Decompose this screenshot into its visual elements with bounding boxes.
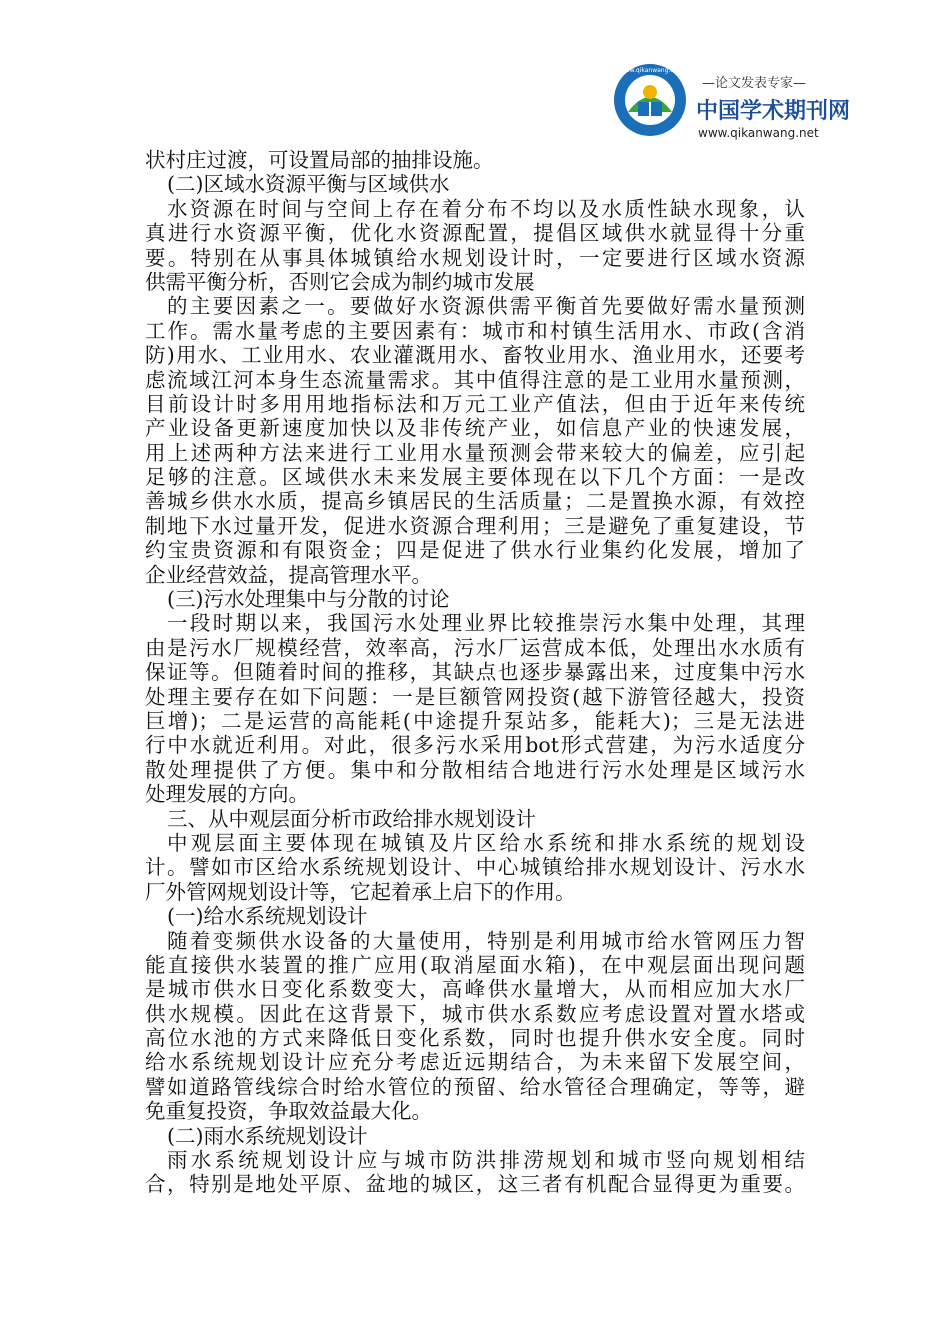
- text-line: 企业经营效益，提高管理水平。: [145, 562, 432, 587]
- text-line: 合，特别是地处平原、盆地的城区，这三者有机配合显得更为重要。: [145, 1172, 805, 1197]
- text-line: 能直接供水装置的推广应用(取消屋面水箱)，在中观层面出现问题: [145, 952, 805, 977]
- text-line: 行中水就近利用。对此，很多污水采用bot形式营建，为污水适度分: [145, 733, 805, 758]
- text-line: 要。特别在从事具体城镇给水规划设计时，一定要进行区域水资源: [145, 245, 805, 270]
- text-line: 雨水系统规划设计应与城市防洪排涝规划和城市竖向规划相结: [167, 1148, 805, 1173]
- text-line: 状村庄过渡，可设置局部的抽排设施。: [145, 148, 494, 172]
- text-line: 真进行水资源平衡，优化水资源配置，提倡区域供水就显得十分重: [145, 221, 805, 246]
- logo-emblem-icon: [612, 62, 688, 138]
- text-line: 巨增)；二是运营的高能耗(中途提升泵站多，能耗大)；三是无法进: [145, 708, 805, 733]
- logo-ring-text: www.qikanwang.net: [619, 67, 681, 74]
- text-line: 散处理提供了方便。集中和分散相结合地进行污水处理是区域污水: [145, 757, 805, 782]
- text-line: 约宝贵资源和有限资金；四是促进了供水行业集约化发展，增加了: [145, 538, 805, 563]
- text-line: 处理发展的方向。: [145, 782, 309, 807]
- section-heading: 三、从中观层面分析市政给排水规划设计: [167, 806, 536, 831]
- text-line: 高位水池的方式来降低日变化系数，同时也提升供水安全度。同时: [145, 1026, 805, 1051]
- text-line: 工作。需水量考虑的主要因素有：城市和村镇生活用水、市政(含消: [145, 318, 805, 343]
- text-line: 制地下水过量开发，促进水资源合理利用；三是避免了重复建设，节: [145, 513, 805, 538]
- text-line: 由是污水厂规模经营，效率高，污水厂运营成本低，处理出水水质有: [145, 635, 805, 660]
- section-heading: (一)给水系统规划设计: [167, 904, 368, 929]
- article-body: [145, 148, 805, 1197]
- text-line: 譬如道路管线综合时给水管位的预留、给水管径合理确定，等等，避: [145, 1074, 805, 1099]
- text-line: 供水规模。因此在这背景下，城市供水系数应考虑设置对置水塔或: [145, 1001, 805, 1026]
- section-heading: (二)区域水资源平衡与区域供水: [167, 172, 450, 197]
- text-line: 一段时期以来，我国污水处理业界比较推崇污水集中处理，其理: [167, 611, 805, 636]
- text-line: 产业设备更新速度加快以及非传统产业，如信息产业的快速发展，: [145, 416, 805, 441]
- text-line: 防)用水、工业用水、农业灌溉用水、畜牧业用水、渔业用水，还要考: [145, 343, 805, 368]
- text-line: 的主要因素之一。要做好水资源供需平衡首先要做好需水量预测: [167, 294, 805, 319]
- logo-tagline: —论文发表专家—: [702, 76, 807, 91]
- text-line: 给水系统规划设计应充分考虑近远期结合，为未来留下发展空间，: [145, 1050, 805, 1075]
- section-heading: (三)污水处理集中与分散的讨论: [167, 587, 450, 612]
- text-line: 中观层面主要体现在城镇及片区给水系统和排水系统的规划设: [167, 830, 805, 855]
- text-line: 免重复投资，争取效益最大化。: [145, 1099, 432, 1124]
- text-line: 善城乡供水水质，提高乡镇居民的生活质量；二是置换水源，有效控: [145, 489, 805, 514]
- text-line: 目前设计时多用用地指标法和万元工业产值法，但由于近年来传统: [145, 391, 805, 416]
- text-line: 供需平衡分析，否则它会成为制约城市发展: [145, 269, 535, 294]
- logo-name: 中国学术期刊网: [696, 99, 851, 124]
- text-line: 处理主要存在如下问题：一是巨额管网投资(越下游管径越大，投资: [145, 684, 805, 709]
- text-line: 用上述两种方法来进行工业用水量预测会带来较大的偏差，应引起: [145, 440, 805, 465]
- text-line: 计。譬如市区给水系统规划设计、中心城镇给排水规划设计、污水水: [145, 855, 805, 880]
- site-logo[interactable]: [612, 58, 851, 148]
- text-line: 足够的注意。区域供水未来发展主要体现在以下几个方面：一是改: [145, 465, 805, 490]
- text-line: 厂外管网规划设计等，它起着承上启下的作用。: [145, 879, 576, 904]
- section-heading: (二)雨水系统规划设计: [167, 1123, 368, 1148]
- text-line: 是城市供水日变化系数变大，高峰供水量增大，从而相应加大水厂: [145, 977, 805, 1002]
- text-line: 随着变频供水设备的大量使用，特别是利用城市给水管网压力智: [167, 928, 805, 953]
- text-line: 虑流域江河本身生态流量需求。其中值得注意的是工业用水量预测，: [145, 367, 805, 392]
- text-line: 保证等。但随着时间的推移，其缺点也逐步暴露出来，过度集中污水: [145, 660, 805, 685]
- logo-url[interactable]: www.qikanwang.net: [698, 126, 819, 140]
- text-line: 水资源在时间与空间上存在着分布不均以及水质性缺水现象，认: [167, 196, 805, 221]
